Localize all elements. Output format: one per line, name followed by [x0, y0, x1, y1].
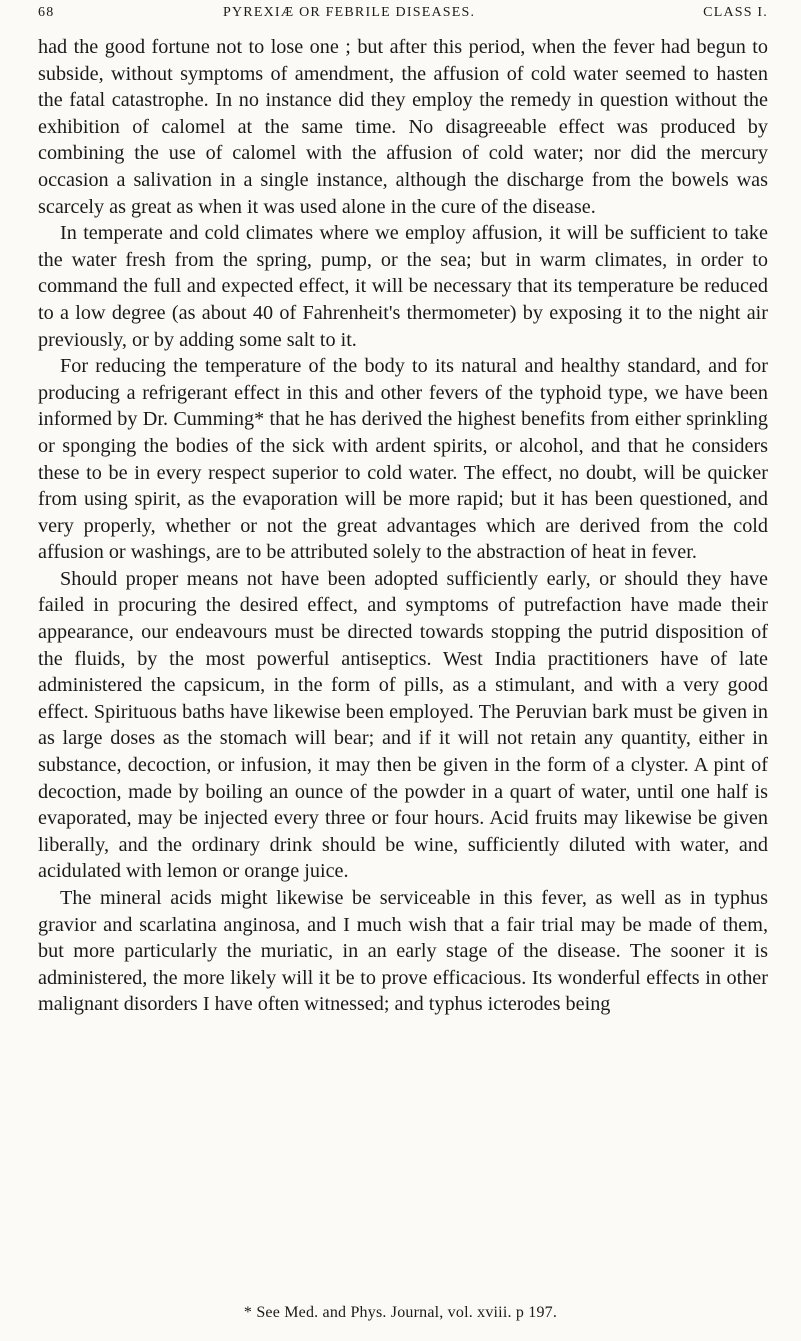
footnote: * See Med. and Phys. Journal, vol. xviii. p 197.	[243, 1304, 558, 1321]
body-text	[38, 34, 768, 1018]
paragraph: The mineral acids might likewise be serviceable in this fever, as well as in typhus gravior and scarlatina anginosa, and I much wish that a fair trial may be made of them, but more particularly the muriatic, in an early stage of the disease. The sooner it is administered, the more likely will it be to prove efficacious. Its wonderful effects in other malignant disorders I have often witnessed; and typhus icterodes being	[38, 887, 768, 1016]
running-title: PYREXIÆ OR FEBRILE DISEASES.	[223, 5, 476, 20]
paragraph: In temperate and cold climates where we employ affusion, it will be sufficient to take the water fresh from the spring, pump, or the sea; but in warm climates, in order to command the full and expected effect, it will be necessary that its temperature be reduced to a low degree (as about 40 of Fahrenheit's thermometer) by exposing it to the night air previously, or by adding some salt to it.	[38, 222, 768, 351]
class-label: CLASS I.	[703, 5, 768, 20]
paragraph: had the good fortune not to lose one ; but after this period, when the fever had begun to subside, without symptoms of amendment, the affusion of cold water seemed to hasten the fatal catastrophe. In no instance did they employ the remedy in question without the exhibition of calomel at the same time. No disagreeable effect was produced by combining the use of calomel with the affusion of cold water; nor did the mercury occasion a salivation in a single instance, although the discharge from the bowels was scarcely as great as when it was used alone in the cure of the disease.	[38, 36, 768, 218]
running-head	[38, 0, 768, 24]
paragraph: Should proper means not have been adopted sufficiently early, or should they have failed in procuring the desired effect, and symptoms of putrefaction have made their appearance, our endeavours must be directed towards stopping the putrid disposition of the fluids, by the most powerful antiseptics. West India practitioners have of late administered the capsicum, in the form of pills, as a stimulant, and with a very good effect. Spirituous baths have likewise been employed. The Peruvian bark must be given in as large doses as the stomach will bear; and if it will not retain any quantity, either in substance, decoction, or infusion, it may then be given in the form of a clyster. A pint of decoction, made by boiling an ounce of the powder in a quart of water, until one half is evaporated, may be injected every three or four hours. Acid fruits may likewise be given liberally, and the ordinary drink should be wine, sufficiently diluted with water, and acidulated with lemon or orange juice.	[38, 567, 768, 883]
page-number: 68	[38, 5, 55, 20]
paragraph: For reducing the temperature of the body to its natural and healthy standard, and for producing a refrigerant effect in this and other fevers of the typhoid type, we have been informed by Dr. Cumming* that he has derived the highest benefits from either sprinkling or sponging the bodies of the sick with ardent spirits, or alcohol, and that he considers these to be in every respect superior to cold water. The effect, no doubt, will be quicker from using spirit, as the evaporation will be more rapid; but it has been questioned, and very properly, whether or not the great advantages which are derived from the cold affusion or washings, are to be attributed solely to the abstraction of heat in fever.	[38, 355, 768, 564]
